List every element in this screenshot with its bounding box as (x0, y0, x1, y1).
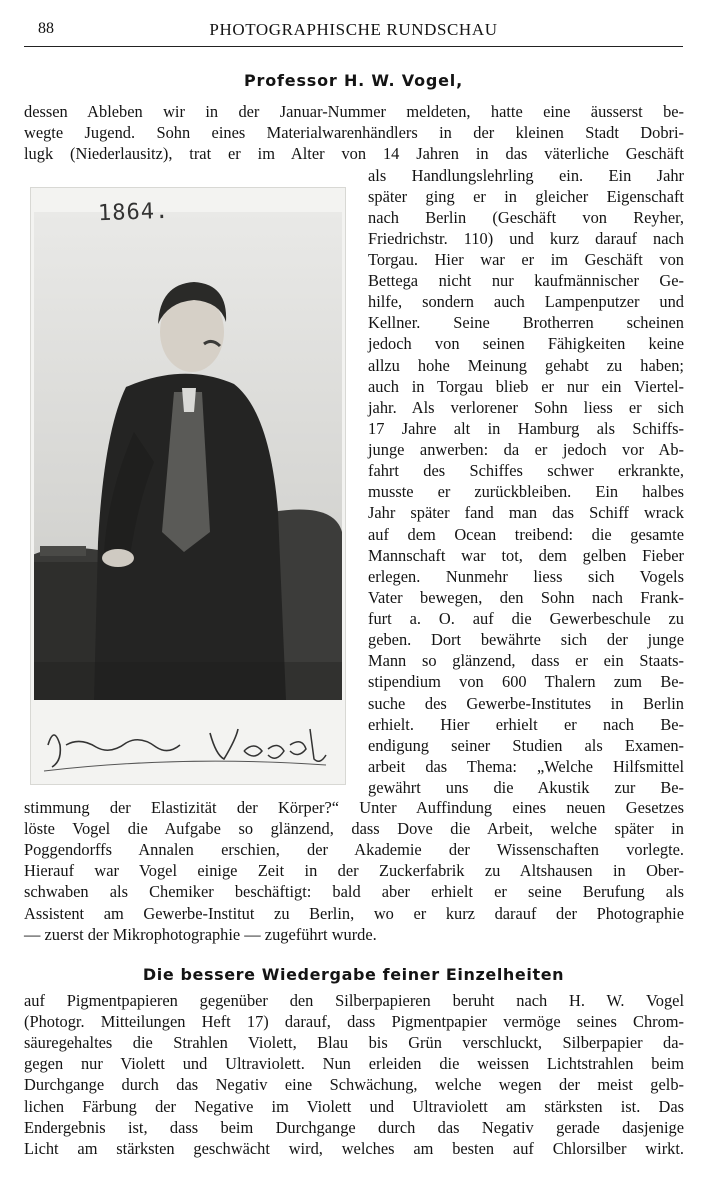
page-number: 88 (38, 20, 54, 37)
text-line: Bettega nicht nur kaufmännischer Ge- (368, 271, 684, 291)
text-line: stimmung der Elastizität der Körper?“ Unter Auffindung eines neuen Gesetzes (24, 798, 684, 817)
text-line: Mann so glänzend, dass er ein Staats- (368, 651, 684, 671)
text-line: nach Berlin (Geschäft von Reyher, (368, 207, 684, 227)
text-line: Torgau. Hier war er im Geschäft von (368, 249, 684, 269)
text-line: endigung seiner Studien als Examen- (368, 735, 684, 755)
text-line: (Photogr. Mitteilungen Heft 17) darauf, dass Pigmentpapier vermöge seines Chrom- (24, 1012, 684, 1032)
text-line: auf Pigmentpapieren gegenüber den Silberpapieren beruht nach H. W. Vogel (24, 991, 684, 1010)
text-line: Endergebnis ist, dass beim Durchgange durch das Negativ gerade dasjenige (24, 1117, 684, 1137)
text-line: Assistent am Gewerbe-Institut zu Berlin, wo er kurz darauf der Photographie (24, 903, 684, 923)
text-line: lichen Färbung der Negative im Violett und Ultraviolett am stärksten ist. Das (24, 1096, 684, 1116)
text-line: säuregehaltes die Strahlen Violett, Blau bis Grün verschluckt, Silberpapier da- (24, 1033, 684, 1053)
text-line: Hierauf war Vogel einige Zeit in der Zuckerfabrik zu Altshausen in Ober- (24, 861, 684, 881)
header-rule (24, 46, 683, 47)
text-line: löste Vogel die Aufgabe so glänzend, dass Dove die Arbeit, welche später in (24, 819, 684, 839)
text-line: jahr. Als verlorener Sohn liess er sich (368, 397, 684, 417)
text-line: hilfe, sondern auch Lampenputzer und (368, 292, 684, 312)
text-line: allzu hohe Meinung gehabt zu haben; (368, 355, 684, 375)
text-line: wegte Jugend. Sohn eines Materialwarenhändlers in der kleinen Stadt Dobri- (24, 123, 684, 143)
text-line: Kellner. Seine Brotherren scheinen (368, 313, 684, 333)
portrait-image (34, 212, 342, 700)
text-line: erlegen. Nunmehr liess sich Vogels (368, 566, 684, 586)
text-line: jedoch von seinen Fähigkeiten keine (368, 334, 684, 354)
running-title: PHOTOGRAPHISCHE RUNDSCHAU (209, 20, 498, 39)
text-line: auf dem Ocean treibend: die gesamte (368, 524, 684, 544)
text-line: gewährt uns die Akustik zur Be- (368, 777, 684, 797)
text-line: Durchgange durch das Negativ eine Schwächung, welche wegen der meist gelb- (24, 1075, 684, 1095)
handwritten-signature (40, 715, 330, 775)
text-line: gegen nur Violett und Ultraviolett. Nun erleiden die weissen Lichtstrahlen beim (24, 1054, 684, 1074)
page-header (0, 0, 707, 48)
handwritten-year: 1864. (97, 198, 170, 227)
text-line: arbeit das Thema: „Welche Hilfsmittel (368, 756, 684, 776)
text-line: auch in Torgau blieb er nur ein Viertel- (368, 376, 684, 396)
text-line: dessen Ableben wir in der Januar-Nummer meldeten, hatte eine äusserst be- (24, 102, 684, 121)
text-line: Friedrichstr. 110) und kurz darauf nach (368, 228, 684, 248)
text-line: geben. Dort bewährte sich der junge (368, 630, 684, 650)
article-title-details: Die bessere Wiedergabe feiner Einzelheiten (142, 965, 565, 984)
text-line: junge anwerben: da er jedoch vor Ab- (368, 440, 684, 460)
text-line: als Handlungslehrling ein. Ein Jahr (368, 165, 684, 185)
text-line: später ging er in gleicher Eigenschaft (368, 186, 684, 206)
article-title-vogel: Professor H. W. Vogel, (244, 71, 463, 90)
text-line: Jahr später fand man das Schiff wrack (368, 503, 684, 523)
text-line: — zuerst der Mikrophotographie — zugeführt wurde. (24, 924, 377, 944)
text-line: fahrt des Schiffes schwer erkrankte, (368, 461, 684, 481)
text-line: furt a. O. auf die Gewerbeschule zu (368, 609, 684, 629)
text-line: lugk (Niederlausitz), trat er im Alter von 14 Jahren in das väterliche Geschäft (24, 144, 684, 164)
text-line: Mannschaft war tot, dem gelben Fieber (368, 545, 684, 565)
text-line: Licht am stärksten geschwächt wird, welches am besten auf Chlorsilber wirkt. (24, 1138, 684, 1158)
text-line: musste er zurückbleiben. Ein halbes (368, 482, 684, 502)
text-line: 17 Jahre alt in Hamburg als Schiffs- (368, 418, 684, 438)
portrait-photograph (30, 187, 346, 785)
text-line: suche des Gewerbe-Institutes in Berlin (368, 693, 684, 713)
text-line: schwaben als Chemiker beschäftigt: bald aber erhielt er seine Berufung als (24, 882, 684, 902)
text-line: Vater bewegen, den Sohn nach Frank- (368, 587, 684, 607)
text-line: erhielt. Hier erhielt er nach Be- (368, 714, 684, 734)
text-line: stipendium von 600 Thalern zum Be- (368, 672, 684, 692)
text-line: Poggendorffs Annalen erschien, der Akademie der Wissenschaften vorlegte. (24, 840, 684, 860)
